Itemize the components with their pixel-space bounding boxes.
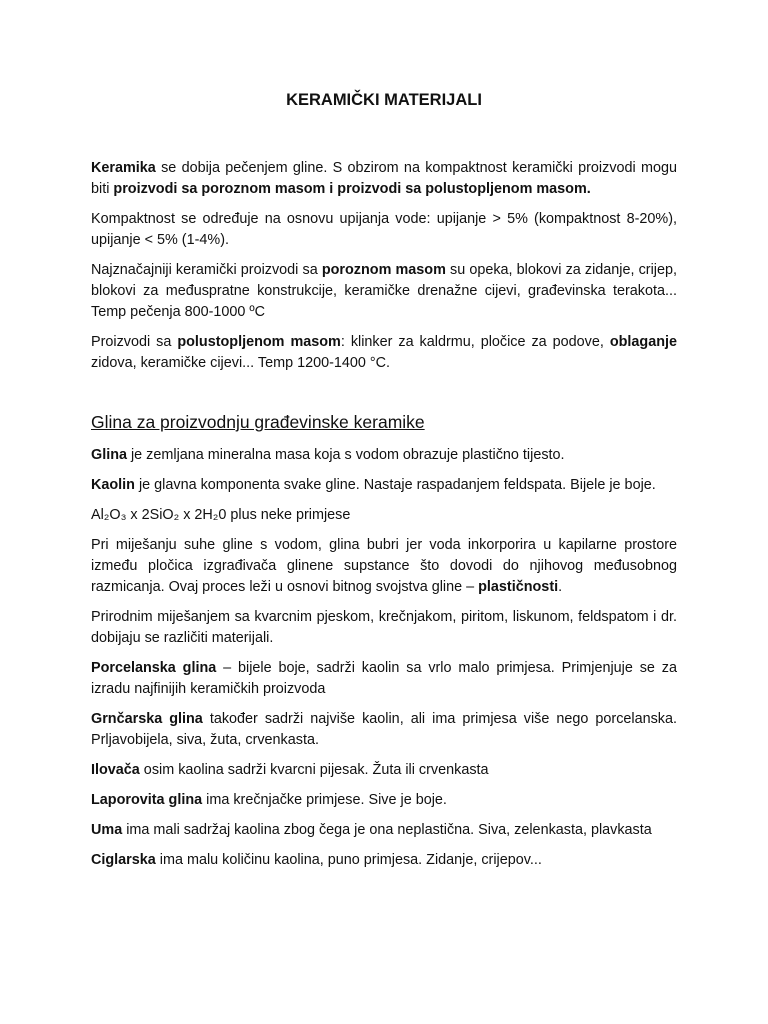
paragraph [91, 760, 677, 781]
intro-section [91, 158, 677, 374]
text-run: je zemljana mineralna masa koja s vodom obrazuje plastično tijesto. [126, 447, 565, 463]
paragraph [91, 709, 677, 751]
text-run: . [558, 579, 563, 595]
paragraph [91, 260, 677, 323]
text-run: također sadrži najviše kaolin, ali ima primjesa više nego porcelanska. Prljavobijela, siva, žuta, crvenkasta. [91, 711, 677, 748]
paragraph [91, 790, 677, 811]
bold-term: Keramika [91, 160, 156, 176]
paragraph [91, 607, 677, 649]
clay-section [91, 445, 677, 871]
text-run: : klinker za kaldrmu, pločice za podove, [340, 334, 610, 350]
bold-term: Uma [91, 822, 123, 838]
paragraph [91, 658, 677, 700]
text-run: Pri miješanju suhe gline s vodom, glina bubri jer voda inkorporira u kapilarne prostore između pločica izgrađivača glinene supstance što dovodi do njihovog međusobnog razmicanja. Ovaj proces leži u osnovi bitnog svojstva gline – [91, 537, 677, 595]
text-run: Al₂O₃ x 2SiO₂ x 2H₂0 plus neke primjese [91, 507, 351, 523]
paragraph [91, 209, 677, 251]
document-body [91, 158, 677, 880]
paragraph [91, 445, 677, 466]
paragraph [91, 820, 677, 841]
text-run: Proizvodi sa [91, 334, 178, 350]
bold-term: polustopljenom masom [177, 334, 341, 350]
bold-term: Porcelanska glina [91, 660, 217, 676]
text-run: je glavna komponenta svake gline. Nastaje raspadanjem feldspata. Bijele je boje. [134, 477, 656, 493]
bold-term: Laporovita glina [91, 792, 203, 808]
text-run: Prirodnim miješanjem sa kvarcnim pjeskom, krečnjakom, piritom, liskunom, feldspatom i dr. dobijaju se različiti materijali. [91, 609, 677, 646]
bold-term: plastičnosti [478, 579, 559, 595]
bold-term: Grnčarska glina [91, 711, 203, 727]
bold-term: Kaolin [91, 477, 135, 493]
formula-paragraph [91, 505, 677, 526]
text-run: Najznačajniji keramički proizvodi sa [91, 262, 322, 278]
text-run: ima malu količinu kaolina, puno primjesa. Zidanje, crijepov... [155, 852, 542, 868]
bold-term: Ilovača [91, 762, 140, 778]
paragraph [91, 158, 677, 200]
bold-term: oblaganje [609, 334, 678, 350]
document-title: KERAMIČKI MATERIJALI [286, 91, 482, 109]
bold-term: poroznom masom [321, 262, 446, 278]
text-run: ima mali sadržaj kaolina zbog čega je ona neplastična. Siva, zelenkasta, plavkasta [122, 822, 652, 838]
text-run: zidova, keramičke cijevi... Temp 1200-1400 °C. [91, 355, 391, 371]
paragraph [91, 535, 677, 598]
paragraph [91, 475, 677, 496]
section-heading: Glina za proizvodnju građevinske keramike [91, 412, 425, 432]
text-run: ima krečnjačke primjese. Sive je boje. [202, 792, 447, 808]
text-run: su opeka, blokovi za zidanje, crijep, blokovi za međuspratne konstrukcije, keramičke drenažne cijevi, građevinska terakota... Temp pečenja 800-1000 ºC [91, 262, 677, 320]
bold-term: proizvodi sa poroznom masom i proizvodi sa polustopljenom masom. [113, 181, 591, 197]
paragraph [91, 332, 677, 374]
text-run: – bijele boje, sadrži kaolin sa vrlo malo primjesa. Primjenjuje se za izradu najfinijih keramičkih proizvoda [91, 660, 677, 697]
text-run: Kompaktnost se određuje na osnovu upijanja vode: upijanje > 5% (kompaktnost 8-20%), upijanje < 5% (1-4%). [91, 211, 677, 248]
text-run: osim kaolina sadrži kvarcni pijesak. Žuta ili crvenkasta [139, 762, 489, 778]
paragraph [91, 850, 677, 871]
bold-term: Ciglarska [91, 852, 156, 868]
text-run: se dobija pečenjem gline. S obzirom na kompaktnost keramički proizvodi mogu biti [91, 160, 677, 197]
bold-term: Glina [91, 447, 127, 463]
